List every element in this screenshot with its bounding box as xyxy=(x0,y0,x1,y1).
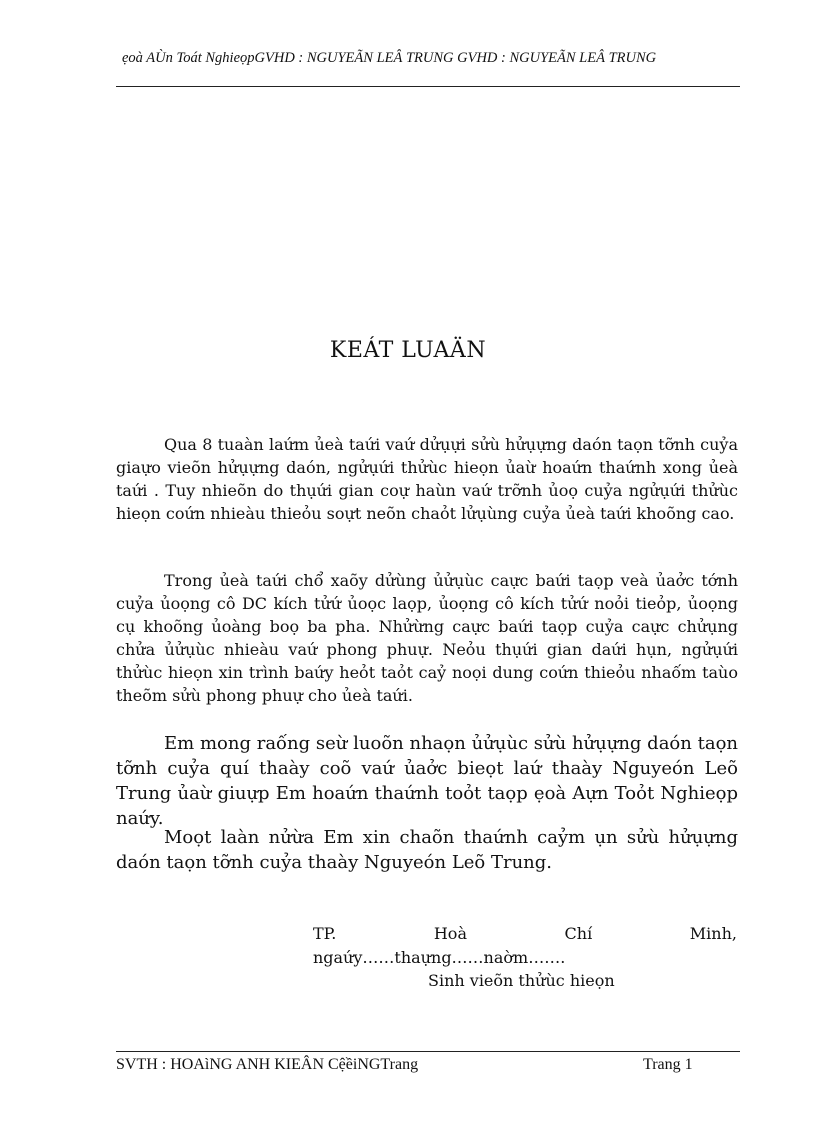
footer-author: SVTH : HOAìNG ANH KIEÂN CệềiNGTrang xyxy=(116,1056,419,1073)
footer-page-number: Trang 1 xyxy=(643,1056,693,1073)
signature-place: TP. Hoà Chí Minh, xyxy=(313,924,737,943)
paragraph-1: Qua 8 tuaàn laứm ủeà taứi vaứ dửụựi sửù hửụựng daón taọn tỡnh cuỷa giaựo vieõn hửụựng daón, ngửụứi thửùc hieọn ủaừ hoaứn thaứnh xong ủeà taứi . Tuy nhieõn do thụứi gian coự haùn vaứ trỡnh ủoọ cuỷa ngửụứi thửùc hieọn coứn nhieàu thieỏu soựt neõn chaỏt lửụùng cuỷa ủeà taứi khoõng cao. xyxy=(116,435,738,523)
footer-divider xyxy=(116,1051,740,1052)
paragraph-3: Em mong raống seừ luoõn nhaọn ủửụùc sửù hửụựng daón taọn tỡnh cuỷa quí thaày coõ vaứ ủaởc bieọt laứ thaày Nguyeón Leõ Trung ủaừ giuựp Em hoaứn thaứnh toỏt taọp ẹoà Aựn Toỏt Nghieọp naứy. xyxy=(116,733,738,829)
signature-signer: Sinh vieõn thửùc hieọn xyxy=(428,971,615,990)
page-header: ẹoà AÙn Toát NghieọpGVHD : NGUYEÃN LEÂ TRUNG GVHD : NGUYEÃN LEÂ TRUNG xyxy=(122,50,657,66)
paragraph-4: Moọt laàn nửừa Em xin chaõn thaứnh caỷm ụn sửù hửụựng daón taọn tỡnh cuỷa thaày Nguyeón Leõ Trung. xyxy=(116,827,738,873)
page-title: KEÁT LUAÄN xyxy=(329,338,487,363)
paragraph-2: Trong ủeà taứi chổ xaõy dửùng ủửụùc caực baứi taọp veà ủaởc tớnh cuỷa ủoọng cô DC kích tửứ ủoọc laọp, ủoọng cô kích tửứ noỏi tieỏp, ủoọng cụ khoõng ủoàng boọ ba pha. Nhửừng caực baứi taọp cuỷa caực chửụng chửa ủửụùc nhieàu vaứ phong phuự. Neỏu thụứi gian daứi hụn, ngửụứi thửùc hieọn xin trình baứy heỏt taỏt caỷ noọi dung coứn thieỏu nhaốm taùo theõm sửù phong phuự cho ủeà taứi. xyxy=(116,571,738,705)
signature-date: ngaứy……thaựng……naờm……. xyxy=(313,948,566,967)
header-divider xyxy=(116,86,740,87)
